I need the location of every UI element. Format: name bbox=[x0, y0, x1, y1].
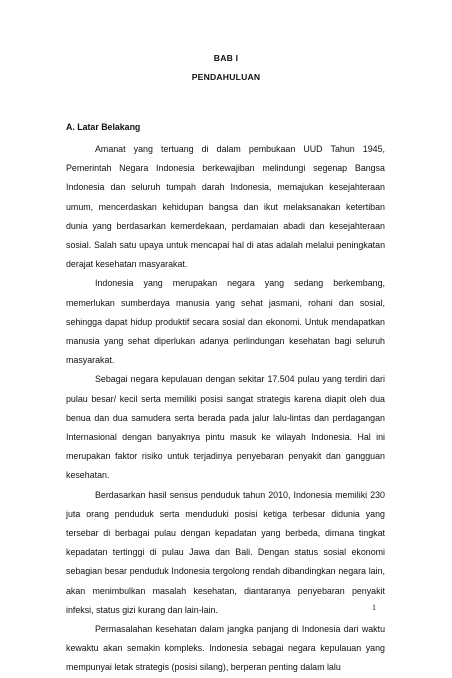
body-text bbox=[66, 140, 385, 678]
paragraph: Permasalahan kesehatan dalam jangka panjang di Indonesia dari waktu kewaktu akan semakin kompleks. Indonesia sebagai negara kepulauan yang mempunyai letak strategis (posisi silang), berperan penting dalam lalu bbox=[66, 624, 385, 673]
chapter-title: PENDAHULUAN bbox=[191, 72, 261, 82]
chapter-number: BAB I bbox=[213, 53, 239, 63]
section-heading: A. Latar Belakang bbox=[66, 122, 141, 132]
paragraph: Indonesia yang merupakan negara yang sedang berkembang, memerlukan sumberdaya manusia yang sehat jasmani, rohani dan sosial, sehingga dapat hidup produktif secara sosial dan ekonomi. Untuk mendapatkan manusia yang sehat diperlukan adanya perlindungan kesehatan bagi seluruh masyarakat. bbox=[66, 278, 385, 366]
paragraph: Amanat yang tertuang di dalam pembukaan UUD Tahun 1945, Pemerintah Negara Indonesia berkewajiban melindungi segenap Bangsa Indonesia dan seluruh tumpah darah Indonesia, memajukan kesejahteraan umum, mencerdaskan kehidupan bangsa dan ikut melaksanakan ketertiban dunia yang berdasarkan kemerdekaan, perdamaian abadi dan kesejahteraan sosial. Salah satu upaya untuk mencapai hal di atas adalah melalui peningkatan derajat kesehatan masyarakat. bbox=[66, 144, 385, 270]
page-number: 1 bbox=[372, 603, 376, 612]
paragraph: Berdasarkan hasil sensus penduduk tahun 2010, Indonesia memiliki 230 juta orang penduduk serta menduduki posisi ketiga terbesar didunia yang tersebar di berbagai pulau dengan kepadatan yang berbeda, dimana tingkat kepadatan tertinggi di pulau Jawa dan Bali. Dengan status sosial ekonomi sebagian besar penduduk Indonesia tergolong rendah dibandingkan negara lain, akan menimbulkan masalah kesehatan, diantaranya penyebaran penyakit infeksi, status gizi kurang dan lain-lain. bbox=[66, 489, 385, 615]
paragraph: Sebagai negara kepulauan dengan sekitar 17.504 pulau yang terdiri dari pulau besar/ kecil serta memiliki posisi sangat strategis karena diapit oleh dua benua dan dua samudera serta berada pada jalur lalu-lintas dan perdagangan Internasional dengan banyaknya pintu masuk ke wilayah Indonesia. Hal ini merupakan faktor risiko untuk terjadinya penyebaran penyakit dan gangguan kesehatan. bbox=[66, 374, 385, 481]
